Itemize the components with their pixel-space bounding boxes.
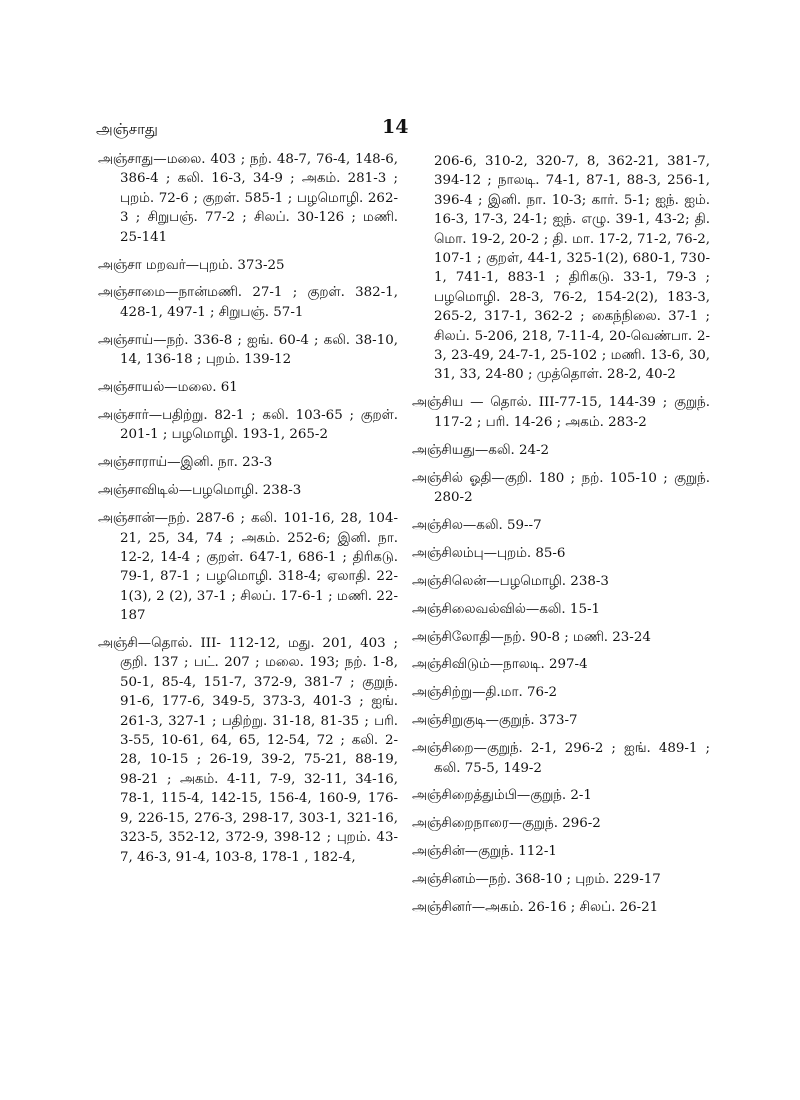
entry-headword: அஞ்சினர் (412, 900, 472, 916)
index-entry (412, 600, 710, 619)
index-entry (98, 331, 398, 370)
entry-references: —மலை. 403 ; நற். 48-7, 76-4, 148-6, 386-4 ; கலி. 16-3, 34-9 ; அகம். 281-3 ; புறம். 72-6 ; குறள். 585-1 ; பழமொழி. 262-3 ; சிறுபஞ். 77-2 ; சிலப். 30-126 ; மணி. 25-141 (120, 152, 398, 245)
entry-references: —மலை. 61 (164, 380, 238, 396)
entry-references: —பழமொழி. 238-3 (486, 573, 609, 589)
entry-references: —நற். 287-6 ; கலி. 101-16, 28, 104-21, 25, 34, 74 ; அகம். 252-6; இனி. நா. 12-2, 14-4 ; குறள். 647-1, 686-1 ; திரிகடு. 79-1, 87-1 ; பழமொழி. 318-4; ஏலாதி. 22-1(3), 2 (2), 37-1 ; சிலப். 17-6-1 ; மணி. 22-187 (120, 511, 398, 624)
index-entry (412, 711, 710, 730)
index-entry (412, 655, 710, 674)
entry-references: —குறி. 180 ; நற். 105-10 ; குறுந். 280-2 (434, 470, 710, 505)
entry-references: —நான்மணி. 27-1 ; குறள். 382-1, 428-1, 497-1 ; சிறுபஞ். 57-1 (120, 285, 398, 320)
entry-references: —நற். 336-8 ; ஐங். 60-4 ; கலி. 38-10, 14, 136-18 ; புறம். 139-12 (120, 332, 398, 368)
entry-references: —குறுந். 112-1 (464, 844, 557, 860)
index-entry (98, 283, 398, 322)
entry-headword: அஞ்சான் (98, 511, 155, 527)
entry-headword: அஞ்சிலென் (412, 573, 487, 589)
entry-references: —பழமொழி. 238-3 (178, 483, 302, 499)
index-entry (412, 739, 710, 778)
entry-headword: அஞ்சா மறவர் (98, 257, 186, 273)
index-entry (412, 898, 710, 917)
index-entry (412, 814, 710, 833)
index-entry (412, 786, 710, 805)
index-entry (412, 393, 710, 432)
entry-headword: அஞ்சினம் (412, 872, 476, 888)
entry-references: —இனி. நா. 23-3 (167, 455, 273, 471)
entry-references: —தி.மா. 76-2 (472, 685, 558, 701)
entry-headword: அஞ்சிறை (412, 741, 474, 757)
entry-headword: அஞ்சில (412, 517, 463, 533)
entry-references: —புறம். 373-25 (185, 257, 285, 273)
entry-headword: அஞ்சின் (412, 844, 465, 860)
index-entry (98, 634, 398, 867)
entry-headword: அஞ்சில் ஓதி (412, 470, 492, 486)
entry-headword: அஞ்சிலம்பு (412, 545, 484, 561)
entry-references: —புறம். 85-6 (483, 545, 566, 561)
index-entry (412, 842, 710, 861)
entry-headword: அஞ்சிறைத்தும்பி (412, 788, 517, 804)
entry-references: —கலி. 59--7 (462, 517, 542, 533)
index-entry (98, 150, 398, 247)
entry-references: — தொல். III-77-15, 144-39 ; குறுந். 117-2 ; பரி. 14-26 ; அகம். 283-2 (434, 395, 710, 430)
index-entry (98, 256, 398, 275)
index-entry (98, 378, 398, 397)
index-entry (98, 509, 398, 625)
entry-headword: அஞ்சார் (98, 407, 149, 423)
entry-headword: அஞ்சாமை (98, 285, 166, 301)
entry-references: —நாலடி. 297-4 (489, 657, 588, 673)
entry-references: —குறுந். 373-7 (485, 713, 578, 729)
entry-references: —நற். 90-8 ; மணி. 23-24 (490, 629, 651, 645)
index-entry (412, 683, 710, 702)
entry-references: —குறுந். 2-1, 296-2 ; ஐங். 489-1 ; கலி. 75-5, 149-2 (434, 741, 710, 776)
index-entry (412, 870, 710, 889)
entry-headword: அஞ்சிற்று (412, 685, 473, 701)
index-entry (412, 628, 710, 647)
entry-references: —குறுந். 2-1 (516, 788, 592, 804)
index-entry (98, 406, 398, 445)
index-entry (98, 453, 398, 472)
entry-references: —பதிற்று. 82-1 ; கலி. 103-65 ; குறள். 201-1 ; பழமொழி. 193-1, 265-2 (120, 407, 398, 443)
entry-references: —குறுந். 296-2 (508, 816, 601, 832)
entry-headword: அஞ்சாராய் (98, 455, 168, 471)
entry-headword: அஞ்சிறைநாரை (412, 816, 509, 832)
entry-headword: அஞ்சிலோதி (412, 629, 491, 645)
page-number: 14 (382, 116, 409, 138)
entry-references: —கலி. 24-2 (474, 442, 550, 458)
entry-headword: அஞ்சியது (412, 442, 475, 458)
entry-references: —தொல். III- 112-12, மது. 201, 403 ; குறி. 137 ; பட். 207 ; மலை. 193; நற். 1-8, 50-1, 85-4, 151-7, 372-9, 381-7 ; குறுந். 91-6, 177-6, 349-5, 373-3, 401-3 ; ஐங். 261-3, 327-1 ; பதிற்று. 31-18, 81-35 ; பரி. 3-55, 10-61, 64, 65, 12-54, 72 ; கலி. 2-28, 10-15 ; 26-19, 39-2, 75-21, 88-19, 98-21 ; அகம். 4-11, 7-9, 32-11, 34-16, 78-1, 115-4, 142-15, 156-4, 160-9, 176-9, 226-15, 276-3, 298-17, 303-1, 321-16, 323-5, 352-12, 372-9, 398-12 ; புறம். 43-7, 46-3, 91-4, 103-8, 178-1 , 182-4, (120, 636, 398, 865)
entry-headword: அஞ்சிறுகுடி (412, 713, 486, 729)
index-entry (412, 441, 710, 460)
entry-headword: அஞ்சாவிடில் (98, 483, 179, 499)
running-head: அஞ்சாது (96, 120, 158, 138)
entry-headword: அஞ்சாயல் (98, 380, 165, 396)
index-entry (412, 572, 710, 591)
index-entry (412, 516, 710, 535)
right-column (412, 152, 710, 926)
left-column (98, 150, 398, 875)
entry-headword: அஞ்சிய (412, 395, 464, 411)
entry-headword: அஞ்சாய் (98, 332, 154, 348)
index-entry (412, 469, 710, 508)
entry-references: —கலி. 15-1 (525, 601, 601, 617)
index-entry (412, 544, 710, 563)
entry-references: —அகம். 26-16 ; சிலப். 26-21 (471, 900, 659, 916)
entry-headword: அஞ்சிவிடும் (412, 657, 490, 673)
entry-continuation: 206-6, 310-2, 320-7, 8, 362-21, 381-7, 394-12 ; நாலடி. 74-1, 87-1, 88-3, 256-1, 396-4 ; இனி. நா. 10-3; கார். 5-1; ஐந். ஐம். 16-3, 17-3, 24-1; ஐந். எழு. 39-1, 43-2; தி. மொ. 19-2, 20-2 ; தி. மா. 17-2, 71-2, 76-2, 107-1 ; குறள், 44-1, 325-1(2), 680-1, 730-1, 741-1, 883-1 ; திரிகடு. 33-1, 79-3 ; பழமொழி. 28-3, 76-2, 154-2(2), 183-3, 265-2, 317-1, 362-2 ; கைந்நிலை. 37-1 ; சிலப். 5-206, 218, 7-11-4, 20-வெண்பா. 2-3, 23-49, 24-7-1, 25-102 ; மணி. 13-6, 30, 31, 33, 24-80 ; முத்தொள். 28-2, 40-2 (434, 154, 710, 383)
entry-headword: அஞ்சாது (98, 152, 154, 167)
entry-headword: அஞ்சி (98, 636, 138, 652)
entry-references: —நற். 368-10 ; புறம். 229-17 (475, 872, 661, 888)
entry-headword: அஞ்சிலைவல்வில் (412, 601, 526, 617)
index-entry (98, 481, 398, 500)
